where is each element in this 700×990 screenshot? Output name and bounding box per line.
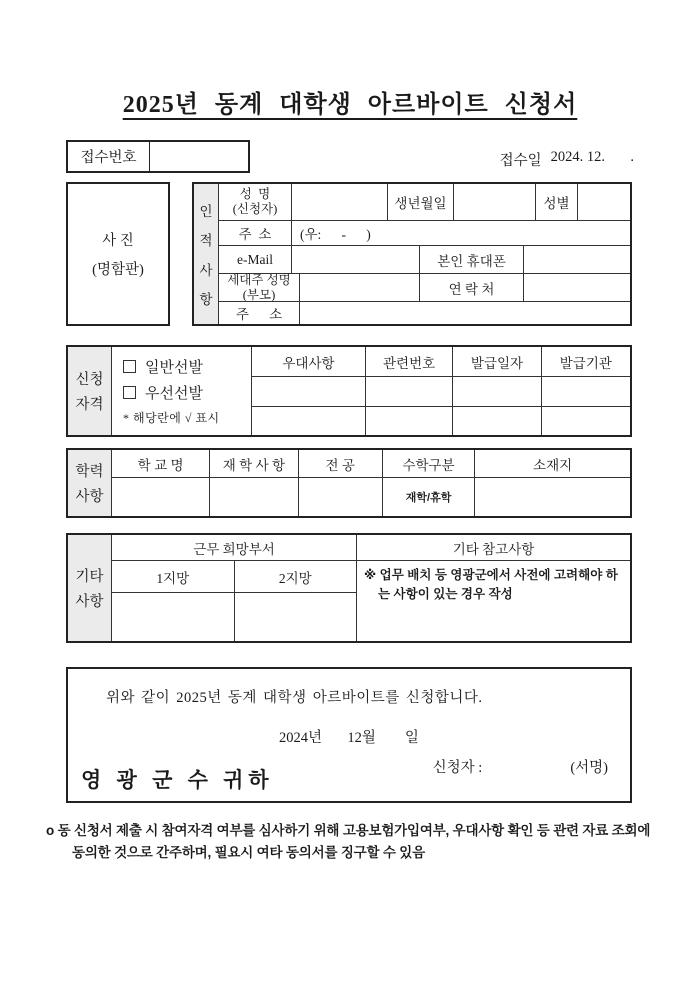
issuing-agency-header: 발급기관 [541,347,630,376]
page-title: 2025년 동계 대학생 아르바이트 신청서 [122,92,578,118]
major-field[interactable] [298,477,382,516]
priority-selection-label: 우선선발 [145,386,203,402]
receipt-number-field[interactable] [150,142,248,171]
reference-number-field-2[interactable] [365,406,452,435]
enrollment-status-header: 재 학 사 항 [209,450,297,477]
second-choice-label: 2지망 [234,561,357,592]
etc-section-label: 기타 사항 [68,535,112,641]
issue-date-header: 발급일자 [452,347,540,376]
photo-box[interactable] [66,182,170,326]
receipt-number-box [66,140,250,173]
householder-address-label: 주 소 [235,307,283,322]
reference-number-header: 관련번호 [365,347,452,376]
address-field[interactable]: (우: - ) [291,221,630,245]
householder-field[interactable] [299,274,419,301]
receipt-date-label: 접수일 [499,153,542,169]
contact-label: 연 락 처 [419,274,523,301]
priority-selection-checkbox[interactable] [123,386,136,399]
householder-address-field[interactable] [299,302,630,324]
selection-type-cell [112,347,252,435]
personal-info-table [192,182,632,326]
declaration-box [66,667,632,803]
email-label: e-Mail [237,251,273,267]
personal-section-label: 인 적 사 항 [194,184,219,324]
general-selection-option[interactable] [123,356,251,377]
other-notes-instruction: ※ 업무 배치 등 영광군에서 사전에 고려해야 하는 사항이 있는 경우 작성 [364,568,618,601]
row-householder-contact [219,273,630,301]
recipient-line: 영 광 군 수 귀하 [81,768,274,792]
birthdate-field[interactable] [453,184,535,220]
other-notes-header: 기타 참고사항 [357,535,630,561]
enrollment-status-field[interactable] [209,477,297,516]
birthdate-label: 생년월일 [387,184,453,220]
checkbox-instruction: * 해당란에 √ 표시 [123,411,220,425]
contact-field[interactable] [523,274,630,301]
second-choice-field[interactable] [234,593,357,641]
general-selection-checkbox[interactable] [123,360,136,373]
householder-label: 세대주 성명 (부모) [227,272,291,302]
row-address [219,220,630,245]
address-label: 주 소 [238,227,272,242]
location-field[interactable] [474,477,630,516]
study-category-field[interactable]: 재학/휴학 [382,477,474,516]
issuing-agency-field-1[interactable] [541,376,630,405]
declaration-date: 2024년 12월 일 [279,730,419,746]
row-name-birth-gender [219,184,630,220]
etc-table [66,533,632,643]
photo-label-line1: 사 진 [102,233,134,249]
preference-field-1[interactable] [252,376,365,405]
education-table [66,448,632,518]
receipt-date-value: 2024. 12. . [550,149,634,165]
mobile-field[interactable] [523,246,630,273]
receipt-date [500,149,634,170]
applicant-label: 신청자 : [432,760,483,776]
major-header: 전 공 [298,450,382,477]
issuing-agency-field-2[interactable] [541,406,630,435]
qualification-table [66,345,632,437]
school-name-header: 학 교 명 [137,457,184,473]
signature-label: (서명) [570,760,608,776]
preference-field-2[interactable] [252,406,365,435]
first-choice-label: 1지망 [156,570,190,586]
email-field[interactable] [291,246,419,273]
issue-date-field-2[interactable] [452,406,540,435]
name-label: 성 명 (신청자) [232,187,278,216]
school-name-field[interactable] [112,477,209,516]
photo-label-line2: (명함판) [92,262,144,278]
gender-field[interactable] [577,184,630,220]
gender-label: 성별 [535,184,577,220]
education-section-label: 학력 사항 [68,450,112,516]
priority-selection-option[interactable] [123,382,251,403]
consent-footnote: o 동 신청서 제출 시 참여자격 여부를 심사하기 위해 고용보험가입여부, 우대사항 확인 등 관련 자료 조회에 동의한 것으로 간주하며, 필요시 여타 동의서를 징구할 수 있음 [46,823,651,860]
mobile-label: 본인 휴대폰 [419,246,523,273]
declaration-statement: 위와 같이 2025년 동계 대학생 아르바이트를 신청합니다. [106,690,483,706]
qualification-section-label: 신청 자격 [68,347,112,435]
general-selection-label: 일반선발 [145,360,203,376]
receipt-number-label: 접수번호 [68,142,150,171]
name-field[interactable] [291,184,387,220]
row-householder-address [219,301,630,324]
reference-number-field-1[interactable] [365,376,452,405]
preference-header: 우대사항 [282,355,335,371]
first-choice-field[interactable] [112,593,234,641]
desired-department-header: 근무 희망부서 [112,535,356,561]
study-category-header: 수학구분 [382,450,474,477]
location-header: 소재지 [474,450,630,477]
issue-date-field-1[interactable] [452,376,540,405]
row-email-phone [219,245,630,273]
